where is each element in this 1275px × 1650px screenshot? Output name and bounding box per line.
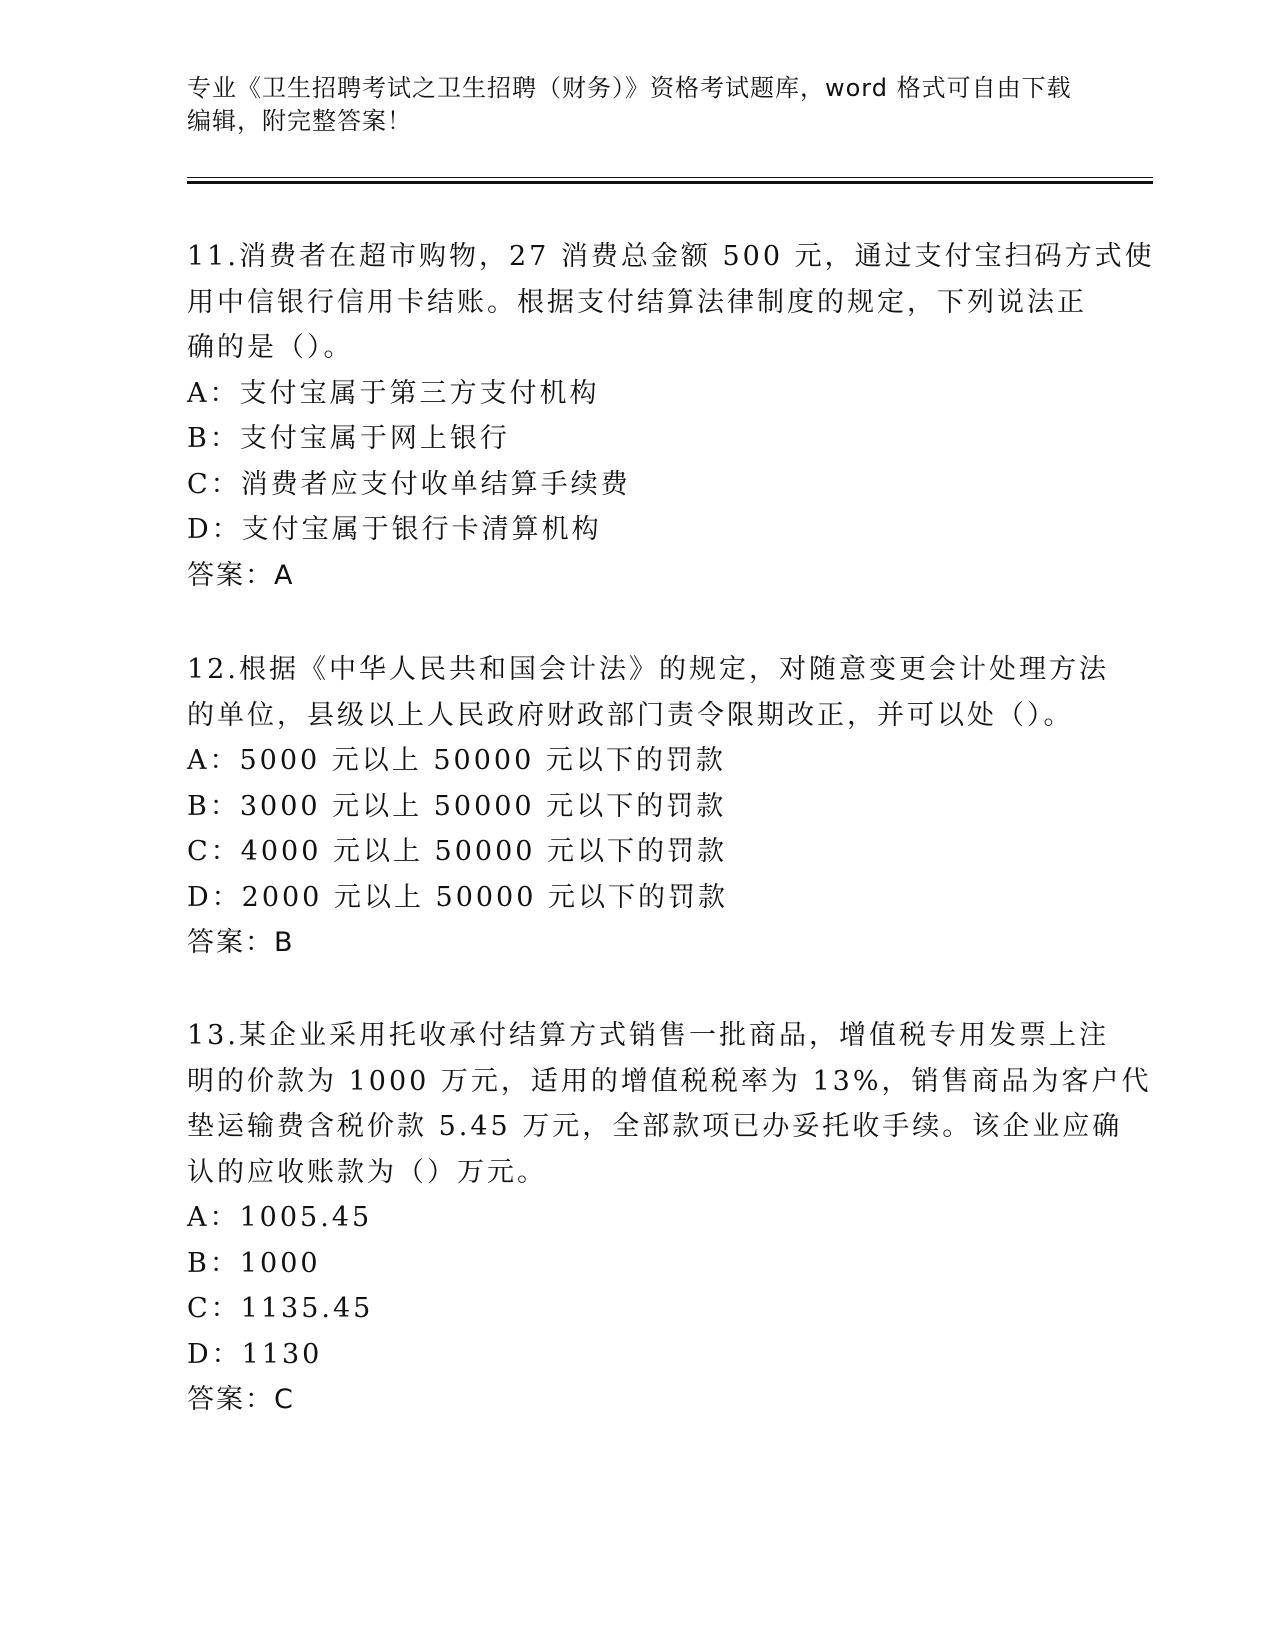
question-stem-line: 的单位，县级以上人民政府财政部门责令限期改正，并可以处（）。 bbox=[187, 699, 1074, 731]
document-header bbox=[187, 72, 1087, 138]
answer: 答案：B bbox=[187, 927, 295, 958]
question-stem-line: 认的应收账款为（）万元。 bbox=[187, 1156, 547, 1188]
option-b: B：支付宝属于网上银行 bbox=[187, 423, 510, 454]
option-d: D：1130 bbox=[187, 1338, 323, 1370]
header-line: 专业《卫生招聘考试之卫生招聘（财务）》资格考试题库，word 格式可自由下载 bbox=[187, 74, 1072, 102]
question-stem-line: 垫运输费含税价款 5.45 万元，全部款项已办妥托收手续。该企业应确 bbox=[187, 1111, 1123, 1142]
option-a: A：5000 元以上 50000 元以下的罚款 bbox=[187, 745, 726, 776]
option-b: B：1000 bbox=[187, 1247, 321, 1279]
question-stem-line: 明的价款为 1000 万元，适用的增值税税率为 13%，销售商品为客户代 bbox=[187, 1065, 1152, 1097]
answer: 答案：C bbox=[187, 1384, 295, 1415]
question-stem-line: 确的是（）。 bbox=[187, 332, 354, 363]
option-d: D：支付宝属于银行卡清算机构 bbox=[187, 514, 602, 545]
header-line: 编辑，附完整答案！ bbox=[187, 107, 412, 135]
question-11 bbox=[187, 234, 1155, 598]
option-a: A：支付宝属于第三方支付机构 bbox=[187, 377, 600, 409]
option-c: C：1135.45 bbox=[187, 1293, 374, 1324]
option-b: B：3000 元以上 50000 元以下的罚款 bbox=[187, 790, 727, 822]
option-d: D：2000 元以上 50000 元以下的罚款 bbox=[187, 881, 728, 913]
question-stem-line: 11.消费者在超市购物，27 消费总金额 500 元，通过支付宝扫码方式使 bbox=[187, 241, 1155, 272]
question-stem-line: 12.根据《中华人民共和国会计法》的规定，对随意变更会计处理方法 bbox=[187, 654, 1109, 685]
header-divider-thick bbox=[187, 181, 1153, 184]
option-a: A：1005.45 bbox=[187, 1202, 373, 1233]
option-c: C：消费者应支付收单结算手续费 bbox=[187, 468, 631, 500]
question-stem-line: 用中信银行信用卡结账。根据支付结算法律制度的规定，下列说法正 bbox=[187, 286, 1087, 318]
answer: 答案：A bbox=[187, 559, 295, 591]
question-12 bbox=[187, 647, 1109, 966]
header-divider-thin bbox=[187, 177, 1153, 178]
question-13 bbox=[187, 1013, 1152, 1423]
question-stem-line: 13.某企业采用托收承付结算方式销售一批商品，增值税专用发票上注 bbox=[187, 1020, 1109, 1051]
option-c: C：4000 元以上 50000 元以下的罚款 bbox=[187, 836, 728, 867]
